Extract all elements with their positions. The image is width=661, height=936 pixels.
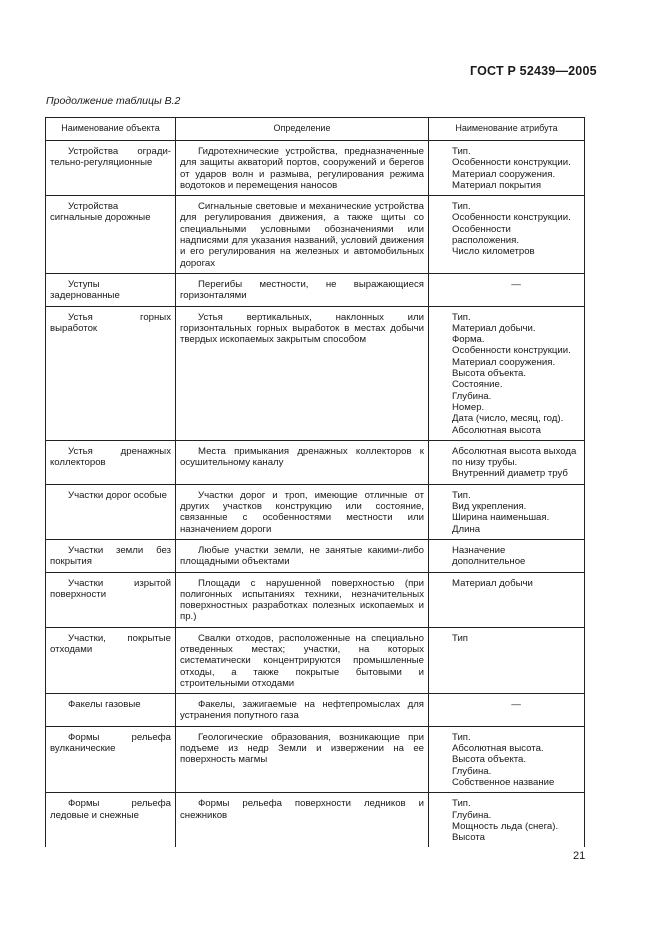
attribute-item: Материал сооружения.: [452, 356, 556, 368]
attribute-item: Тип: [452, 632, 468, 644]
attribute-item: Абсолютная высота: [452, 424, 541, 436]
attribute-item: Абсолютная высота.: [452, 743, 544, 755]
attribute-item: Высота объекта.: [452, 368, 527, 380]
attribute-item: Тип.: [452, 311, 471, 323]
object-name-cell: Устройства огради-тельно-регуляционные: [46, 146, 176, 196]
attribute-item: Материал добычи: [452, 577, 533, 589]
attribute-cell: [429, 279, 585, 306]
definition-cell: Места примыкания дренажных коллекторов к осушительному каналу: [176, 446, 429, 484]
attribute-cell: [429, 545, 585, 572]
attribute-item: Тип.: [452, 798, 471, 810]
document-code: ГОСТ Р 52439—2005: [470, 64, 597, 78]
attribute-item: Собственное название: [452, 776, 555, 788]
object-name-cell: Участки земли без покрытия: [46, 545, 176, 572]
definition-cell: Любые участки земли, не занятые какими-либо площадными объектами: [176, 545, 429, 572]
object-name-cell: Участки дорог особые: [46, 490, 176, 540]
definition-cell: Формы рельефа поверхности ледников и снежников: [176, 798, 429, 847]
attribute-cell: [429, 798, 585, 847]
definition-cell: Сигнальные световые и механические устройства для регулирования движения, а также щиты со специальными условными обозначениями или надписями для указания названий, условий движения и его регулирования на железных и автомобильных дорогах: [176, 201, 429, 273]
definition-cell: Геологические образования, возникающие при подъеме из недр Земли и извержении на ее поверхность магмы: [176, 732, 429, 793]
object-name-cell: Участки изрытой поверхности: [46, 578, 176, 628]
attribute-cell: [429, 633, 585, 694]
attribute-item: Ширина наименьшая.: [452, 512, 550, 524]
attribute-item: Форма.: [452, 334, 485, 346]
attribute-cell: [429, 146, 585, 196]
table-row: [46, 446, 585, 484]
attribute-item: Назначение дополнительное: [452, 544, 526, 568]
definition-cell: Свалки отходов, расположенные на специально отведенных местах; участки, на которых систематически концентрируются промышленные отходы, а также покрытые бытовыми и строительными отходами: [176, 633, 429, 694]
object-name-cell: Устья горных выработок: [46, 312, 176, 441]
table-row: [46, 279, 585, 306]
definition-cell: Участки дорог и троп, имеющие отличные от других участков конструкцию или состояние, связанные с особенностями местности или назначением дороги: [176, 490, 429, 540]
attribute-item: Особенности расположения.: [452, 223, 519, 247]
object-name-cell: Факелы газовые: [46, 699, 176, 726]
attribute-item: Тип.: [452, 201, 471, 213]
attribute-item: Мощность льда (снега).: [452, 820, 559, 832]
table-row: [46, 146, 585, 196]
attribute-item: —: [511, 699, 521, 711]
object-name-cell: Устройства сигнальные дорожные: [46, 201, 176, 273]
attribute-item: Тип.: [452, 489, 471, 501]
definition-cell: Перегибы местности, не выражающиеся горизонталями: [176, 279, 429, 306]
attribute-cell: [429, 312, 585, 441]
column-header-attribute: Наименование атрибута: [429, 118, 585, 141]
attribute-item: Особенности конструкции.: [452, 157, 571, 169]
table-caption: Продолжение таблицы В.2: [46, 95, 181, 107]
attribute-cell: [429, 699, 585, 726]
attribute-item: Глубина.: [452, 765, 492, 777]
attribute-item: Материал покрытия: [452, 179, 542, 191]
attribute-item: Материал сооружения.: [452, 168, 556, 180]
attribute-cell: [429, 732, 585, 793]
attribute-item: Тип.: [452, 731, 471, 743]
table-header-row: [46, 118, 585, 141]
attribute-item: Вид укрепления.: [452, 501, 527, 513]
attribute-item: Особенности конструкции.: [452, 212, 571, 224]
attribute-cell: [429, 490, 585, 540]
attribute-item: Глубина.: [452, 809, 492, 821]
attribute-item: Высота объекта.: [452, 754, 527, 766]
table-row: [46, 699, 585, 726]
attribute-item: —: [511, 278, 521, 290]
table-row: [46, 545, 585, 572]
table-row: [46, 633, 585, 694]
table-row: [46, 578, 585, 628]
object-name-cell: Участки, покрытые отходами: [46, 633, 176, 694]
attribute-item: Материал добычи.: [452, 322, 536, 334]
attribute-cell: [429, 446, 585, 484]
attribute-item: Внутренний диаметр труб: [452, 468, 568, 480]
attribute-item: Число километров: [452, 246, 535, 258]
column-header-object: Наименование объекта: [46, 118, 176, 141]
definition-cell: Устья вертикальных, наклонных или горизонтальных горных выработок в местах добычи твердых ископаемых закрытым способом: [176, 312, 429, 441]
attribute-item: Длина: [452, 523, 481, 535]
column-header-definition: Определение: [176, 118, 429, 141]
attribute-item: Высота: [452, 832, 485, 844]
table-row: [46, 798, 585, 847]
attribute-item: Особенности конструкции.: [452, 345, 571, 357]
object-name-cell: Устья дренажных коллекторов: [46, 446, 176, 484]
attribute-item: Абсолютная высота выхода по низу трубы.: [452, 445, 577, 469]
attribute-item: Номер.: [452, 401, 485, 413]
object-name-cell: Формы рельефа ледовые и снежные: [46, 798, 176, 847]
table-row: [46, 732, 585, 793]
attribute-cell: [429, 201, 585, 273]
table-body: [46, 141, 585, 848]
table-row: [46, 312, 585, 441]
object-name-cell: Формы рельефа вулканические: [46, 732, 176, 793]
attribute-item: Тип.: [452, 146, 471, 157]
definition-cell: Площади с нарушенной поверхностью (при полигонных испытаниях техники, незначительных поверхностных разработках полезных ископаемых и пр.): [176, 578, 429, 628]
attribute-item: Дата (число, месяц, год).: [452, 413, 564, 425]
table-row: [46, 201, 585, 273]
attribute-cell: [429, 578, 585, 628]
page-number: 21: [573, 850, 586, 862]
table-row: [46, 490, 585, 540]
attribute-item: Состояние.: [452, 379, 503, 391]
definition-cell: Факелы, зажигаемые на нефтепромыслах для устранения попутного газа: [176, 699, 429, 726]
definitions-table: [45, 117, 585, 847]
definition-cell: Гидротехнические устройства, предназначенные для защиты акваторий портов, сооружений и берегов от ударов волн и размыва, регулирования режима водотоков и перемещения наносов: [176, 146, 429, 196]
object-name-cell: Уступы задернованные: [46, 279, 176, 306]
attribute-item: Глубина.: [452, 390, 492, 402]
